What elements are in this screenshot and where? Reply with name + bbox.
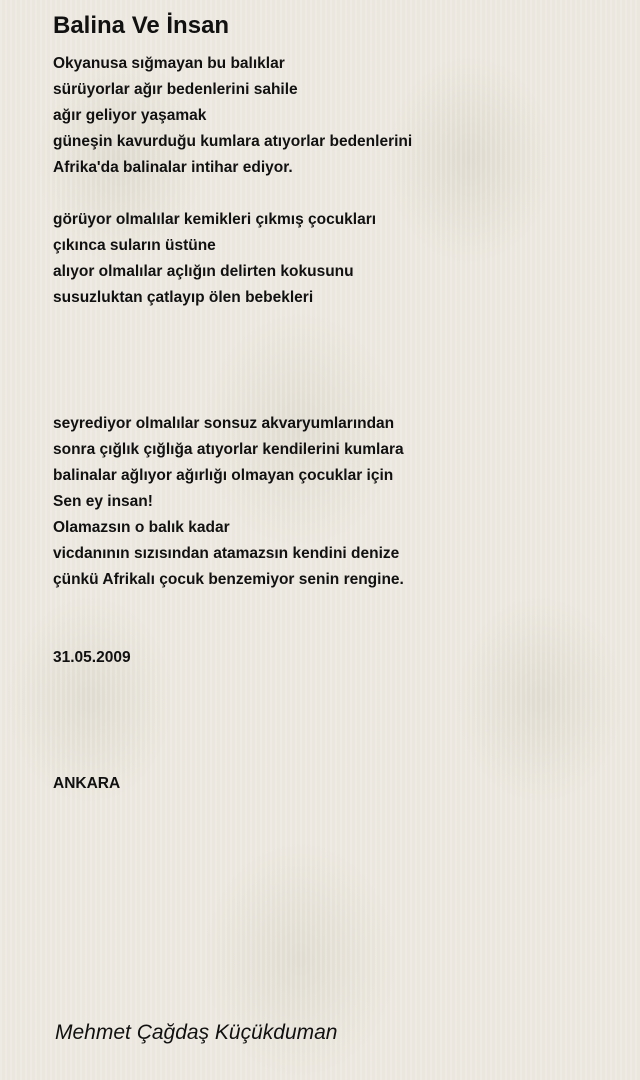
poem-line: güneşin kavurduğu kumlara atıyorlar bedenlerini — [53, 133, 413, 150]
poem-line: vicdanının sızısından atamazsın kendini denize — [53, 545, 400, 562]
poem-line: Sen ey insan! — [53, 493, 153, 510]
poem-place: ANKARA — [53, 775, 121, 792]
poem-line: susuzluktan çatlayıp ölen bebekleri — [53, 289, 314, 306]
poem-line: Olamazsın o balık kadar — [53, 519, 230, 536]
poem-line: alıyor olmalılar açlığın delirten kokusunu — [53, 263, 354, 280]
poem-line: görüyor olmalılar kemikleri çıkmış çocukları — [53, 211, 377, 228]
poem-line: ağır geliyor yaşamak — [53, 107, 207, 124]
poem-line: Okyanusa sığmayan bu balıklar — [53, 55, 285, 72]
poem-line: sürüyorlar ağır bedenlerini sahile — [53, 81, 298, 98]
poem-line: seyrediyor olmalılar sonsuz akvaryumlarından — [53, 415, 395, 432]
poem-line: Afrika'da balinalar intihar ediyor. — [53, 159, 293, 176]
poem-title: Balina Ve İnsan — [53, 12, 230, 39]
poem-author: Mehmet Çağdaş Küçükduman — [55, 1021, 338, 1044]
poem-line: sonra çığlık çığlığa atıyorlar kendilerini kumlara — [53, 441, 404, 458]
poem-date: 31.05.2009 — [53, 649, 131, 666]
poem-line: çünkü Afrikalı çocuk benzemiyor senin rengine. — [53, 571, 404, 588]
poem-line: balinalar ağlıyor ağırlığı olmayan çocuklar için — [53, 467, 394, 484]
poem-line: çıkınca suların üstüne — [53, 237, 216, 254]
